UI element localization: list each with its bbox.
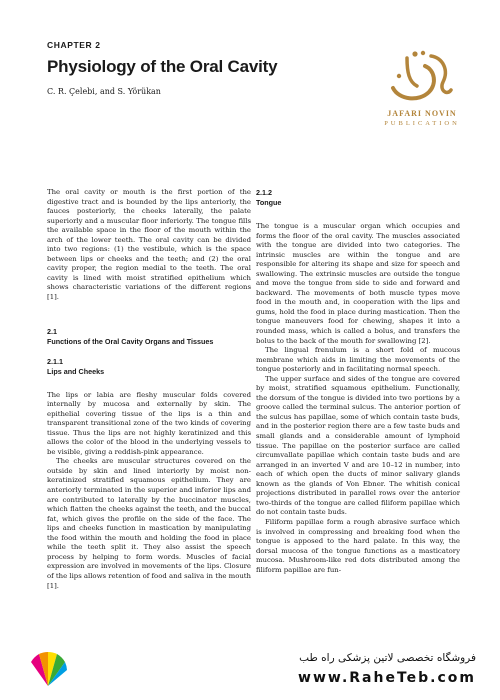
publisher-subtitle: PUBLICATION: [384, 120, 460, 127]
section-2-1-2-title: Tongue: [256, 198, 282, 207]
section-2-1-number: 2.1: [47, 326, 57, 336]
section-2-1-2-number: 2.1.2: [256, 188, 272, 197]
tongue-paragraph-1: The tongue is a muscular organ which occupies and forms the floor of the oral cavity. The muscles associated with the tongue are divided into two categories. The intrinsic muscles are within the tongue and are responsible for altering its shape and size for speech and swallowing. The extrinsic muscles are outside the tongue and move the tongue from side to side and forward and backward. The movements of both muscle types move food in the mouth and, in cooperation with the lips and gums, hold the food in place during mastication. Then the tongue maneuvers food for chewing, shapes it into a rounded mass, which is called a bolus, and transfers the bolus to the back of the mouth for swallowing [2].: [256, 222, 460, 345]
section-2-1-title: Functions of the Oral Cavity Organs and Tissues: [47, 336, 214, 346]
right-column: [256, 188, 460, 575]
publisher-name: JAFARI NOVIN: [387, 109, 457, 118]
store-name-persian: فروشگاه تخصصی لاتین پزشکی راه طب: [299, 652, 476, 664]
tongue-paragraph-4: Filiform papillae form a rough abrasive surface which is involved in compressing and breaking food when the tongue is apposed to the hard palate. In this way, the dorsal mucosa of the tongue functions as a masticatory mucosa. Mushroom-like red dots distributed among the filiform papillae are fun-: [256, 517, 460, 574]
store-url[interactable]: www.RaheTeb.com: [298, 670, 476, 686]
publisher-logo: [357, 48, 487, 140]
left-column: [47, 188, 251, 591]
section-2-1-1-number: 2.1.1: [47, 356, 63, 366]
intro-paragraph: The oral cavity or mouth is the first portion of the digestive tract and is bounded by the lips anteriorly, the fauces posteriorly, the cheeks laterally, the palate superiorly and a muscular floor inferiorly. The tongue fills the available space in the floor of the mouth within the arch of the lower teeth. The oral cavity can be divided into two regions: (1) the vestibule, which is the space between lips or cheeks and the teeth; and (2) the oral cavity proper, the region medial to the teeth. The oral cavity is lined with moist stratified epithelium which shows characteristic variations of the different regions [1].: [47, 188, 251, 302]
section-2-1-1-title: Lips and Cheeks: [47, 366, 105, 376]
tongue-paragraph-2: The lingual frenulum is a short fold of mucous membrane which aids in limiting the movements of the tongue posteriorly and in facilitating normal speech.: [256, 346, 460, 374]
fan-logo-icon: [27, 648, 69, 690]
chapter-title: Physiology of the Oral Cavity: [47, 57, 278, 76]
chapter-label: CHAPTER 2: [47, 40, 101, 50]
lips-paragraph-2: The cheeks are muscular structures covered on the outside by skin and lined interiorly by moist non-keratinized stratified squamous epithelium. They are anteriorly terminated in the superior and inferior lips and are contributed to laterally by the buccinator muscles, which flatten the cheeks against the teeth, and the buccal fat, which gives the profile on the side of the face. The lips and cheeks function in mastication by manipulating the food within the mouth and holding the food in place while the teeth split it. They also assist the speech process by helping to form words. Muscles of facial expression are involved in movements of the lips. Closure of the lips allows retention of food and saliva in the mouth [1].: [47, 457, 251, 590]
chapter-authors: C. R. Çelebi, and S. Yörükan: [47, 87, 161, 96]
lips-paragraph-1: The lips or labia are fleshy muscular folds covered internally by mucosa and externally by skin. The epithelial covering tissue of the lips is a thin and transparent transitional zone of the two kinds of covering tissue. Thus the lips are not highly keratinized and this allows the color of the blood in the underlying vessels to be visible, giving a reddish-pink appearance.: [47, 390, 251, 456]
tongue-paragraph-3: The upper surface and sides of the tongue are covered by moist, stratified squamous epithelium. Functionally, the dorsum of the tongue is divided into two portions by a groove called the terminal sulcus. The anterior portion of the sulcus has papillae, some of which contain taste buds, and in the posterior region there are a few taste buds and small glands and a considerable amount of lymphoid tissue. The papillae on the posterior surface are called circumvallate papillae which contain taste buds and are arranged in an inverted V and are 10–12 in number, into each of which open the ducts of minor salivary glands known as the glands of Von Ebner. The whitish conical projections distributed in parallel rows over the anterior two-thirds of the tongue are called filiform papillae which do not contain taste buds.: [256, 374, 460, 517]
footer-banner: [0, 648, 500, 700]
calligraphy-logo-icon: [385, 48, 455, 106]
